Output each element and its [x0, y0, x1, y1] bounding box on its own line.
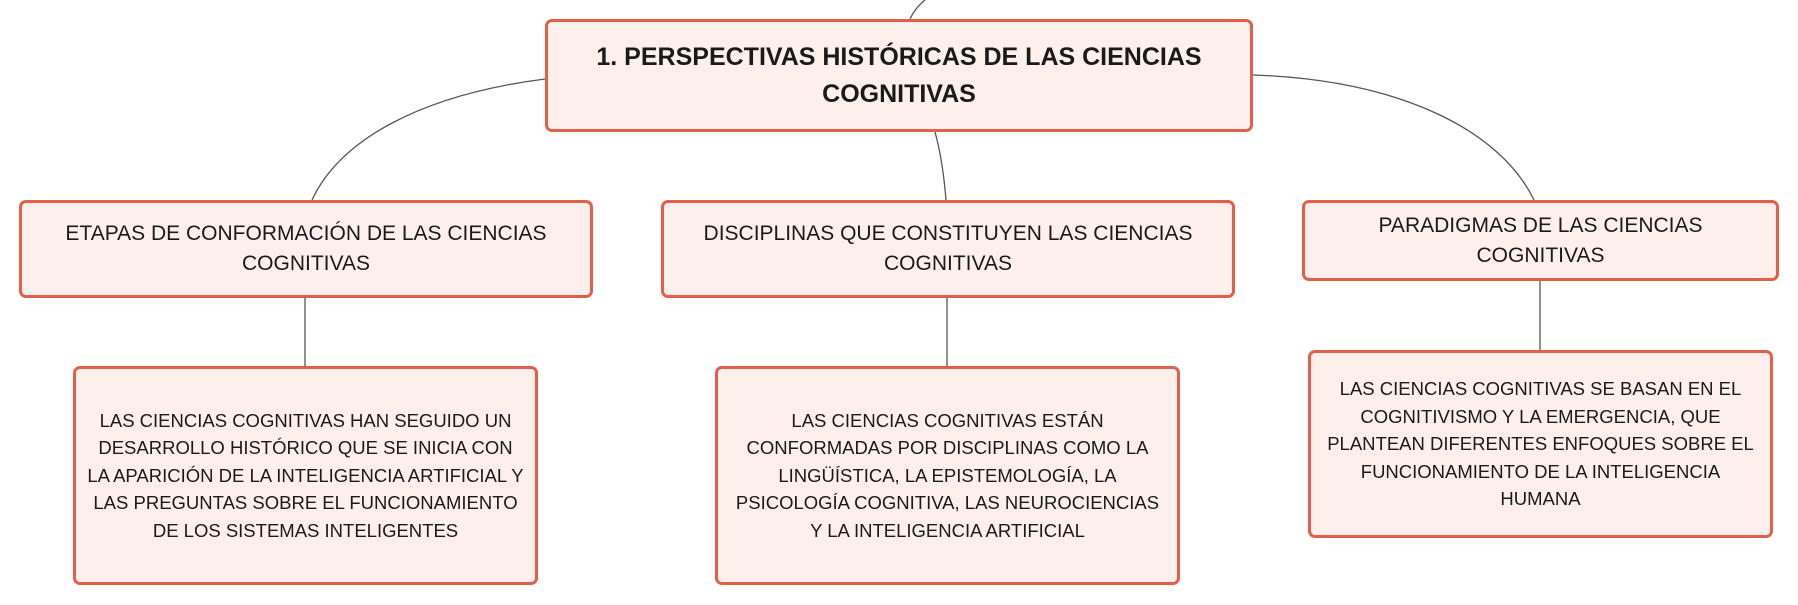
topic-label-paradigmas: PARADIGMAS DE LAS CIENCIAS COGNITIVAS [1378, 213, 1703, 267]
topic-node-paradigmas[interactable] [1302, 200, 1779, 281]
detail-text-paradigmas: LAS CIENCIAS COGNITIVAS SE BASAN EN EL COGNITIVISMO Y LA EMERGENCIA, QUE PLANTEAN DIFERENTES ENFOQUES SOBRE EL FUNCIONAMIENTO DE LA INTELIGENCIA HUMANA [1327, 378, 1754, 510]
root-node[interactable] [545, 19, 1253, 132]
topic-label-disciplinas: DISCIPLINAS QUE CONSTITUYEN LAS CIENCIAS COGNITIVAS [703, 222, 1193, 275]
connector-root-paradigmas [1253, 75, 1534, 200]
topic-label-etapas: ETAPAS DE CONFORMACIÓN DE LAS CIENCIAS COGNITIVAS [65, 222, 547, 275]
topic-node-disciplinas[interactable] [661, 200, 1235, 298]
root-title: 1. PERSPECTIVAS HISTÓRICAS DE LAS CIENCIAS COGNITIVAS [596, 42, 1202, 108]
detail-text-disciplinas: LAS CIENCIAS COGNITIVAS ESTÁN CONFORMADAS POR DISCIPLINAS COMO LA LINGÜÍSTICA, LA EPISTEMOLOGÍA, LA PSICOLOGÍA COGNITIVA, LAS NEUROCIENCIAS Y LA INTELIGENCIA ARTIFICIAL [735, 409, 1160, 541]
connector-root-etapas [312, 79, 545, 200]
detail-node-paradigmas[interactable] [1308, 350, 1773, 538]
connector-parent [910, 0, 925, 19]
detail-node-disciplinas[interactable] [715, 366, 1180, 585]
detail-text-etapas: LAS CIENCIAS COGNITIVAS HAN SEGUIDO UN DESARROLLO HISTÓRICO QUE SE INICIA CON LA APARICIÓN DE LA INTELIGENCIA ARTIFICIAL Y LAS PREGUNTAS SOBRE EL FUNCIONAMIENTO DE LOS SISTEMAS INTELIGENTES [87, 409, 524, 541]
topic-node-etapas[interactable] [19, 200, 593, 298]
connector-root-disciplinas [935, 132, 946, 200]
detail-node-etapas[interactable] [73, 366, 538, 585]
